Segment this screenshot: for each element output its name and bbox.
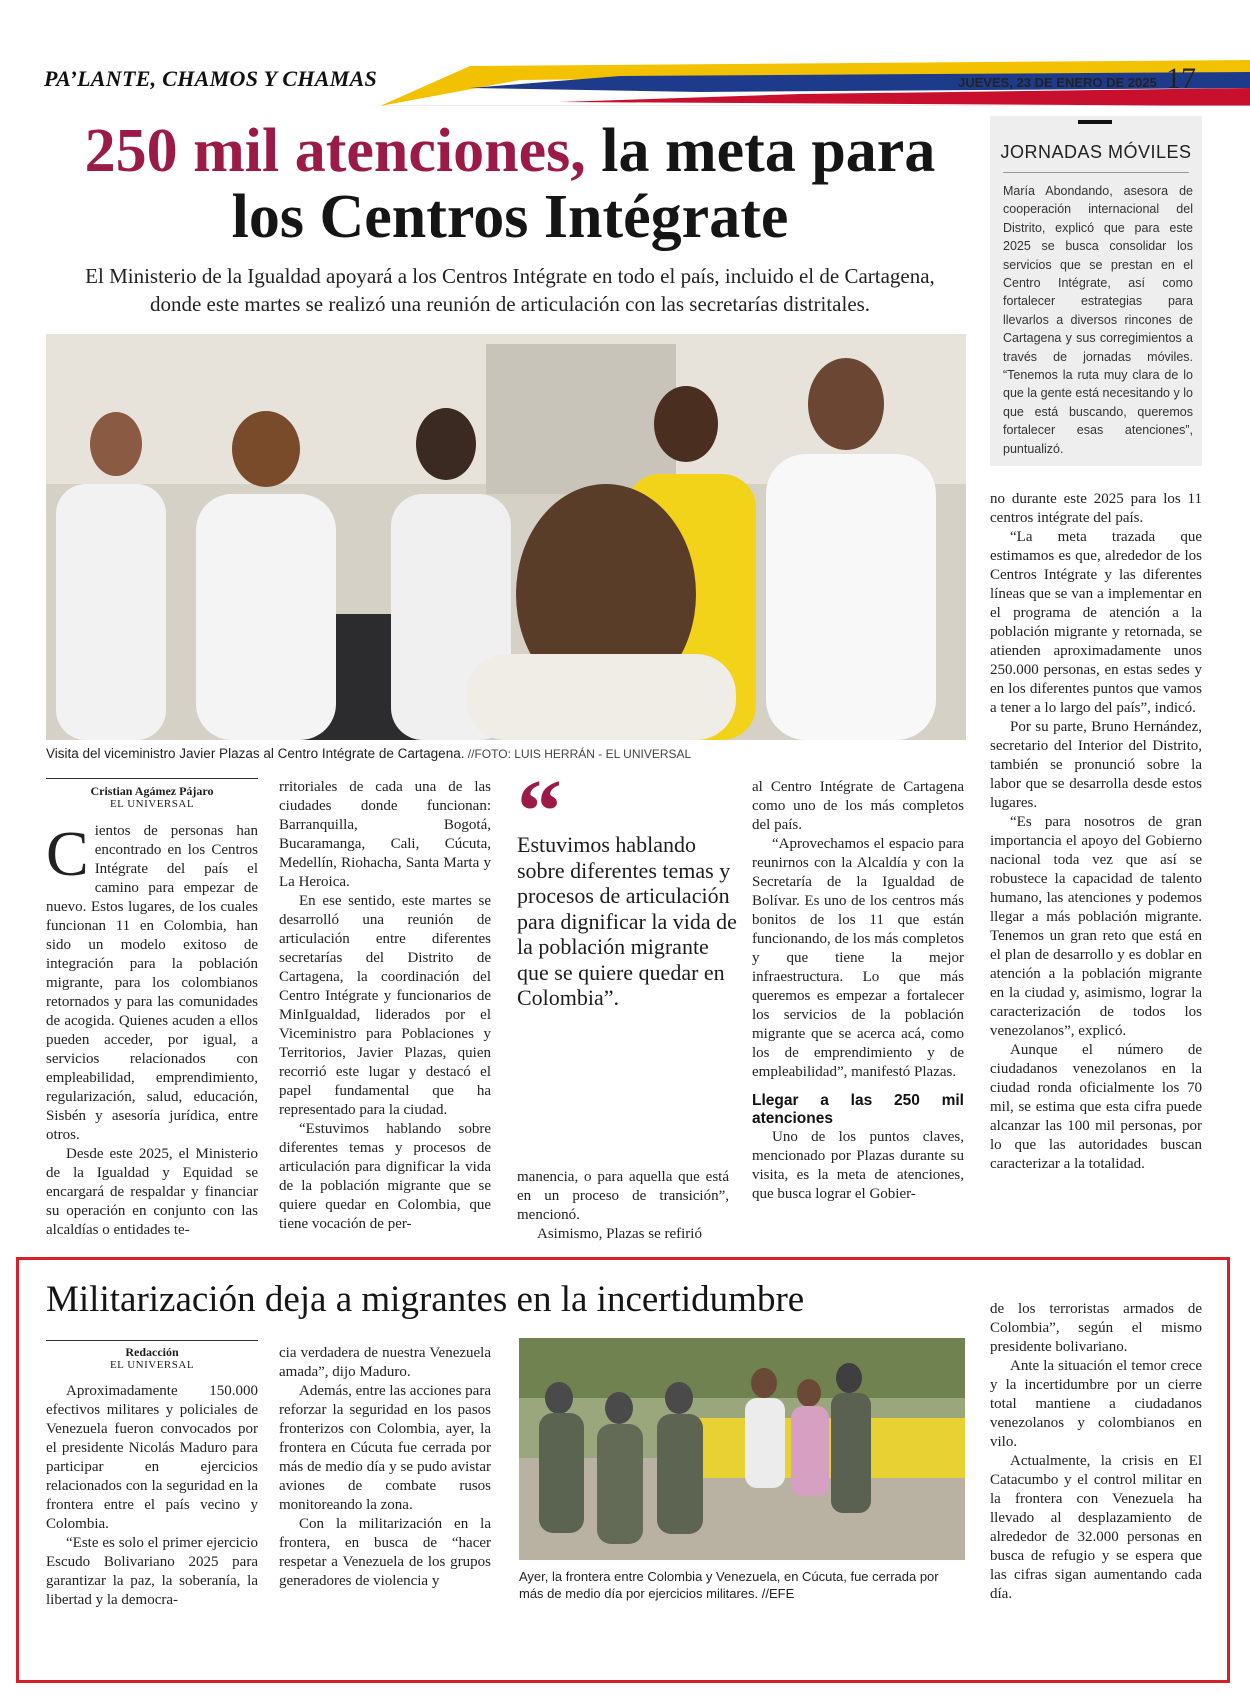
caption-text: Visita del viceministro Javier Plazas al Centro Intégrate de Cartagena. bbox=[46, 746, 465, 761]
deck: El Ministerio de la Igualdad apoyará a los Centros Intégrate en todo el país, incluido el de Cartagena, donde este martes se realizó una reunión de articulación con las secretarías distritales. bbox=[85, 264, 935, 316]
quote-mark-icon: “ bbox=[517, 762, 562, 861]
meeting-photo-illustration bbox=[46, 334, 966, 740]
main-photo bbox=[46, 334, 966, 740]
caption2-text: Ayer, la frontera entre Colombia y Venezuela, en Cúcuta, fue cerrada por más de medio día por ejercicios militares. bbox=[519, 1569, 939, 1601]
headline-rest: la meta para los Centros Intégrate bbox=[231, 117, 936, 251]
col5-paragraph-1: no durante este 2025 para los 11 centros intégrate del país. bbox=[990, 491, 1202, 526]
second-story-column-2 bbox=[279, 1344, 491, 1591]
col4-paragraph-3: Uno de los puntos claves, mencionado por Plazas durante su visita, es la meta de atenciones, que busca lograr el Gobier- bbox=[752, 1129, 964, 1202]
col5-paragraph-2: “La meta trazada que estimamos es que, alrededor de los Centros Intégrate y las diferentes líneas que se van a implementar en el programa de atención a la población migrante y retornada, se atienden aproximadamente unos 250.000 personas, en estas sedes y en los diferentes puntos que vamos a tener a lo largo del país”, indicó. bbox=[990, 529, 1202, 716]
col5-paragraph-4: “Es para nosotros de gran importancia el apoyo del Gobierno nacional toda vez que así se robustece la capacidad de talento humano, las atenciones y podemos llegar a más población migrante. Tenemos un gran reto que está en el plan de desarrollo y es doblar en atención a la población migrante en la ciudad y, asimismo, lograr la caracterización de todos los venezolanos”, explicó. bbox=[990, 814, 1202, 1039]
sidebar-accent-bar bbox=[1078, 120, 1112, 124]
second-story-column-3 bbox=[990, 1300, 1202, 1604]
byline-rule bbox=[46, 778, 258, 779]
border-photo bbox=[519, 1338, 965, 1560]
main-photo-caption bbox=[46, 746, 966, 761]
second-col3-paragraph-3: Actualmente, la crisis en El Catacumbo y el control militar en la frontera con Venezuela ha llevado al desplazamiento de alrededor de 32.000 personas en busca de refugio y se espera que las cifras sigan aumentando cada día. bbox=[990, 1453, 1202, 1602]
second-col2-paragraph-2: Además, entre las acciones para reforzar la seguridad en los pasos fronterizos con Colombia, ayer, la frontera en Cúcuta fue cerrada por más de medio día y se pudo avistar aviones de combate rusos monitoreando la zona. bbox=[279, 1383, 491, 1513]
article-column-2 bbox=[279, 778, 491, 1234]
article-column-5 bbox=[990, 490, 1202, 1174]
article-column-4 bbox=[752, 778, 964, 1204]
second-byline-rule bbox=[46, 1340, 258, 1341]
second-story-column-1 bbox=[46, 1382, 258, 1610]
col2-paragraph-1: rritoriales de cada una de las ciudades donde funcionan: Barranquilla, Bogotá, Bucaramanga, Cali, Cúcuta, Medellín, Riohacha, Santa Marta y La Heroica. bbox=[279, 779, 491, 890]
sidebar-title: JORNADAS MÓVILES bbox=[1000, 142, 1192, 162]
second-col2-paragraph-1: cia verdadera de nuestra Venezuela amada”, dijo Maduro. bbox=[279, 1345, 491, 1380]
headline-highlight: 250 mil atenciones, bbox=[84, 117, 586, 185]
border-photo-caption bbox=[519, 1568, 965, 1602]
pull-quote: Estuvimos hablando sobre diferentes temas y procesos de articulación para dignificar la vida de la población migrante que se quiere quedar en Colombia”. bbox=[517, 832, 737, 1010]
second-col1-paragraph-1: Aproximadamente 150.000 efectivos militares y policiales de Venezuela fueron convocados por el presidente Nicolás Maduro para participar en ejercicios relacionados con la seguridad en la frontera entre el país vecino y Colombia. bbox=[46, 1383, 258, 1532]
main-headline bbox=[60, 118, 960, 250]
second-col1-paragraph-2: “Este es solo el primer ejercicio Escudo Bolivariano 2025 para garantizar la paz, la soberanía, la libertad y la democra- bbox=[46, 1535, 258, 1608]
article-column-1 bbox=[46, 818, 258, 1240]
second-col3-paragraph-2: Ante la situación el temor crece y la incertidumbre por un cierre total mantiene a ciudadanos venezolanos y colombianos en vilo. bbox=[990, 1358, 1202, 1450]
second-byline-name: Redacción bbox=[125, 1345, 179, 1359]
second-byline-publication: EL UNIVERSAL bbox=[109, 1359, 195, 1371]
drop-cap: C bbox=[46, 818, 89, 889]
page-number: 17 bbox=[1166, 62, 1196, 95]
border-crossing-photo-illustration bbox=[519, 1338, 965, 1560]
article-column-3 bbox=[517, 1168, 729, 1244]
col4-paragraph-1: al Centro Intégrate de Cartagena como uno de los más completos del país. bbox=[752, 779, 964, 833]
col2-paragraph-2: En ese sentido, este martes se desarrolló una reunión de articulación entre diferentes secretarías del Distrito de Cartagena, la coordinación del Centro Intégrate y funcionarios de MinIgualdad, liderados por el Viceministro para Poblaciones y Territorios, Javier Plazas, quien recorrió este lugar y destacó el papel fundamental que ha representado para la ciudad. bbox=[279, 893, 491, 1118]
col5-paragraph-5: Aunque el número de ciudadanos venezolanos en la ciudad ronda oficialmente los 70 mil, se estima que esta cifra puede alcanzar las 100 mil personas, por lo que las autoridades buscan caracterizar a la totalidad. bbox=[990, 1042, 1202, 1172]
sidebar-body: María Abondando, asesora de cooperación internacional del Distrito, explicó que para este 2025 se busca consolidar los servicios que se prestan en el Centro Intégrate, así como fortalecer estrategias para llevarlos a diversos rincones de Cartagena y sus corregimientos a través de jornadas móviles. “Tenemos la ruta muy clara de lo que la gente está necesitando y lo que está buscando, queremos fortalecer esas atenciones”, puntualizó. bbox=[1003, 184, 1193, 456]
photo-credit: //FOTO: LUIS HERRÁN - EL UNIVERSAL bbox=[464, 747, 692, 761]
section-name: PA’LANTE, CHAMOS Y CHAMAS bbox=[44, 66, 378, 91]
col3-paragraph-2: Asimismo, Plazas se refirió bbox=[537, 1226, 702, 1242]
sidebar-divider bbox=[1003, 172, 1189, 173]
col1-paragraph-1: ientos de personas han encontrado en los Centros Intégrate del país el camino para empezar de nuevo. Estos lugares, de los cuales funcionan 11 en Colombia, han sido un modelo exitoso de integración para la población migrante, para los colombianos retornados y para las comunidades de acogida. Quienes acuden a ellos pueden acceder, por igual, a servicios relacionados con empleabilidad, emprendimiento, regularización, salud, educación, Sisbén y asesoría jurídica, entre otros. bbox=[46, 823, 258, 1143]
col3-paragraph-1: manencia, o para aquella que está en un proceso de transición”, mencionó. bbox=[517, 1169, 729, 1223]
issue-date: JUEVES, 23 DE ENERO DE 2025 bbox=[958, 75, 1157, 90]
byline-publication: EL UNIVERSAL bbox=[109, 798, 195, 810]
second-story-headline: Militarización deja a migrantes en la incertidumbre bbox=[46, 1279, 805, 1320]
col4-paragraph-2: “Aprovechamos el espacio para reunirnos con la Alcaldía y con la Secretaría de la Igualdad de Bolívar. Es uno de los centros más bonitos de los 11 que están funcionando, de los más completos y que tiene la mejor infraestructura. Lo que más queremos es empezar a fortalecer los servicios de la población migrante que se acerca acá, como los de emprendimiento y de empleabilidad”, manifestó Plazas. bbox=[752, 836, 964, 1080]
col1-paragraph-2: Desde este 2025, el Ministerio de la Igualdad y Equidad se encargará de respaldar y financiar su operación en conjunto con las alcaldías o entidades te- bbox=[46, 1146, 258, 1238]
byline-name: Cristian Agámez Pájaro bbox=[90, 784, 214, 798]
second-col2-paragraph-3: Con la militarización en la frontera, en busca de “hacer respetar a Venezuela de los grupos generadores de violencia y bbox=[279, 1516, 491, 1589]
col4-subhead: Llegar a las 250 mil atenciones bbox=[752, 1092, 964, 1127]
second-col3-paragraph-1: de los terroristas armados de Colombia”, según el mismo presidente bolivariano. bbox=[990, 1301, 1202, 1355]
col2-paragraph-3: “Estuvimos hablando sobre diferentes temas y procesos de articulación para dignificar la vida de la población migrante que se quiere quedar en Colombia, que tiene vocación de per- bbox=[279, 1121, 491, 1232]
col5-paragraph-3: Por su parte, Bruno Hernández, secretario del Interior del Distrito, también se pronunció sobre la labor que se desarrolla desde estos lugares. bbox=[990, 719, 1202, 811]
photo2-credit: //EFE bbox=[758, 1586, 795, 1601]
